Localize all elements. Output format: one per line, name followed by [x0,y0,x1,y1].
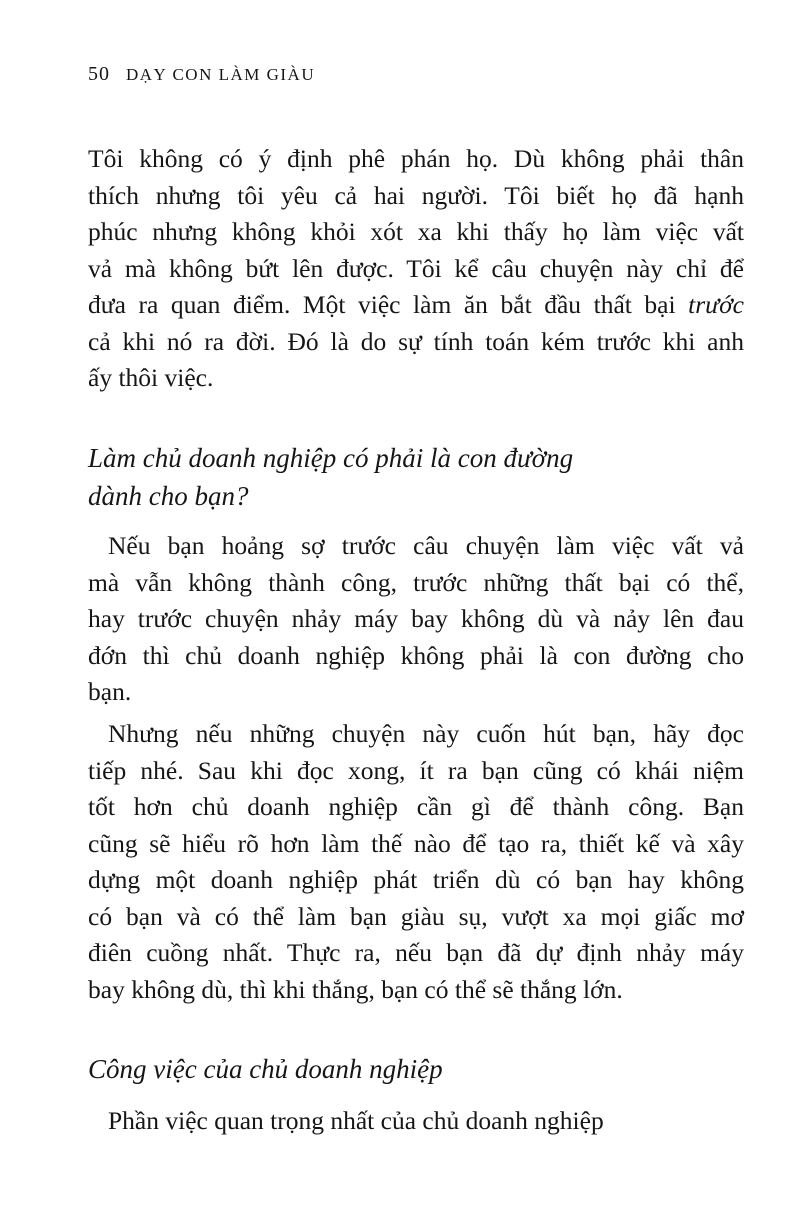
paragraph-line: vả mà không bứt lên được. Tôi kể câu chuyện này chỉ để [88,253,744,283]
paragraph-line-text: đưa ra quan điểm. Một việc làm ăn bắt đầu thất bại [88,290,676,319]
emphasized-word: trước [688,290,744,319]
paragraph-line: cả khi nó ra đời. Đó là do sự tính toán kém trước khi anh [88,326,744,356]
paragraph-line: Phần việc quan trọng nhất của chủ doanh nghiệp [108,1106,604,1135]
page-number: 50 [88,63,110,85]
paragraph-line: Nếu bạn hoảng sợ trước câu chuyện làm việc vất vả [108,531,744,560]
paragraph-3 [88,716,744,1008]
paragraph-line [88,287,744,324]
paragraph-line: ấy thôi việc. [88,363,214,392]
paragraph-line: có bạn và có thể làm bạn giàu sụ, vượt xa mọi giấc mơ [88,901,744,931]
paragraph-line: tốt hơn chủ doanh nghiệp cần gì để thành công. Bạn [88,792,744,821]
paragraph-line: bạn. [88,677,132,706]
paragraph-line: tiếp nhé. Sau khi đọc xong, ít ra bạn cũng có khái niệm [88,755,744,785]
paragraph-line: thích nhưng tôi yêu cả hai người. Tôi biết họ đã hạnh [88,180,744,210]
paragraph-line: điên cuồng nhất. Thực ra, nếu bạn đã dự định nhảy máy [88,938,744,967]
heading-line: Công việc của chủ doanh nghiệp [88,1054,443,1084]
paragraph-2 [88,528,744,711]
book-title: DẠY CON LÀM GIÀU [126,65,316,84]
paragraph-line: bay không dù, thì khi thắng, bạn có thể sẽ thắng lớn. [88,974,623,1004]
paragraph-line: phúc nhưng không khỏi xót xa khi thấy họ làm việc vất [88,217,744,246]
heading-line: Làm chủ doanh nghiệp có phải là con đường [88,443,574,473]
paragraph-4 [88,1103,744,1140]
section-heading-1 [88,439,744,515]
heading-line: dành cho bạn? [88,481,249,511]
paragraph-1 [88,141,744,397]
running-head [88,62,315,87]
paragraph-line: đớn thì chủ doanh nghiệp không phải là con đường cho [88,640,744,670]
paragraph-line: hay trước chuyện nhảy máy bay không dù và nảy lên đau [88,604,744,633]
paragraph-line: cũng sẽ hiểu rõ hơn làm thế nào để tạo ra, thiết kế và xây [88,828,744,858]
paragraph-line: dựng một doanh nghiệp phát triển dù có bạn hay không [88,865,744,894]
section-heading-2 [88,1050,744,1088]
paragraph-line: Nhưng nếu những chuyện này cuốn hút bạn, hãy đọc [108,719,744,748]
paragraph-line: mà vẫn không thành công, trước những thất bại có thể, [88,567,744,597]
paragraph-line: Tôi không có ý định phê phán họ. Dù không phải thân [88,144,744,173]
